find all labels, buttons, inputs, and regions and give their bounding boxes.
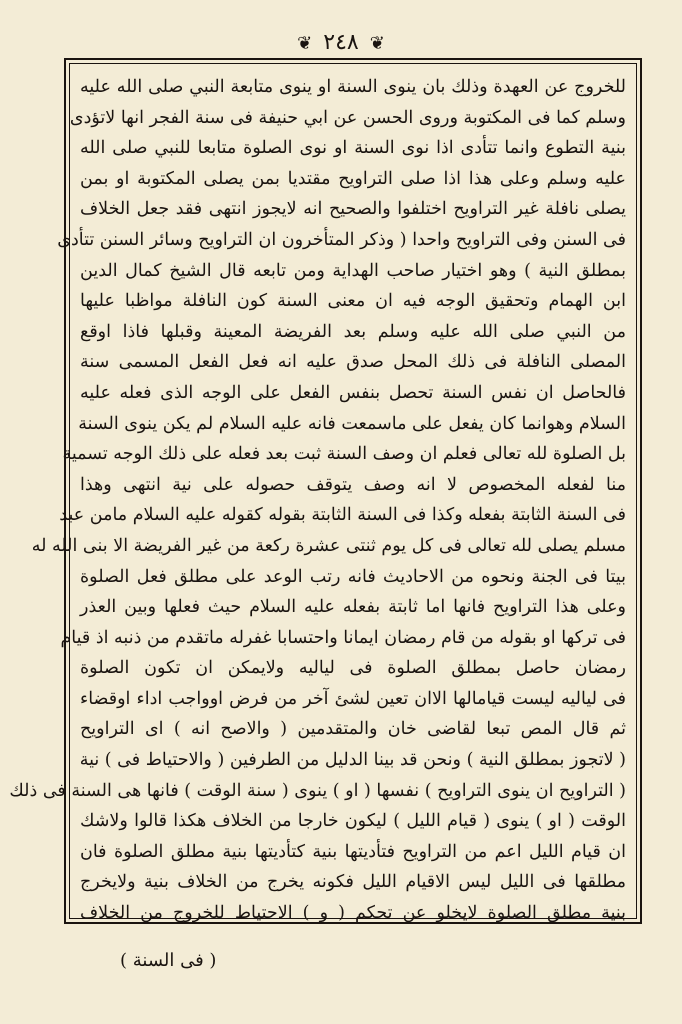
text-line: وعلى هذا التراويح فانها اما ثابتة بفعله عليه السلام حيث فعلها وبين العذر (80, 597, 626, 618)
text-line: رمضان حاصل بمطلق الصلوة فى لياليه ولايمكن ان تكون الصلوة (80, 658, 626, 679)
text-line: مطلقها فى الليل ليس الاقيام الليل فكونه يخرج من الخلاف بنية ولايخرج (80, 872, 626, 893)
text-line: منا لفعله المخصوص لا انه وصف يتوقف حصوله على نية انتهى وهذا (80, 474, 626, 495)
text-line: السلام وهوانما كان يفعل على ماسمعت فانه عليه السلام لم يكن ينوى السنة (78, 413, 626, 434)
text-line: بل الصلوة لله تعالى فعلم ان وصف السنة ثبت بعد فعله على ذلك الوجه تسمية (62, 444, 626, 465)
text-line: فالحاصل ان نفس السنة تحصل بنفس الفعل على الوجه الذى فعله عليه (80, 382, 626, 403)
text-line: فى السنة الثابتة بفعله وكذا فى السنة الثابتة بقوله كقوله عليه السلام مامن عبد (59, 505, 626, 526)
text-line: المصلى النافلة فى ذلك المحل صدق عليه انه فعل الفعل المسمى سنة (80, 352, 626, 373)
text-line: الوقت ( او ) ينوى ( قيام الليل ) ليكون خارجا من الخلاف هكذا قالوا ولاشك (80, 811, 626, 832)
text-line: عليه وسلم وعلى هذا اذا صلى التراويح مقتديا بمن يصلى المكتوبة او بمن (80, 168, 626, 189)
text-line: ( التراويح ان ينوى التراويح ) نفسها ( او ) ينوى ( سنة الوقت ) فانها هى السنة فى ذلك (9, 780, 626, 801)
text-line: من النبي صلى الله عليه وسلم بعد الفريضة المعينة وقبلها فاذا اوقع (80, 321, 626, 342)
text-line: مسلم يصلى لله تعالى فى كل يوم ثنتى عشرة ركعة من غير الفريضة الا بنى الله له (31, 535, 626, 556)
text-line: ( لاتجوز بمطلق النية ) ونحن قد بينا الدليل من الطرفين ( والاحتياط فى ) نية (79, 750, 626, 771)
ornament-left-icon: ❦ (369, 33, 385, 54)
text-line: يصلى نافلة غير التراويح اختلفوا والصحيح انه لايجوز انتهى فقد جعل الخلاف (80, 199, 626, 220)
text-line: بمطلق النية ) وهو اختيار صاحب الهداية ومن تابعه قال الشيخ كمال الدين (80, 260, 626, 281)
text-frame (9, 58, 642, 924)
text-line: بنية التطوع وانما تتأدى اذا نوى السنة او نوى الصلوة متابعا للنبي صلى الله (80, 138, 626, 159)
text-line: بيتا فى الجنة ونحوه من الاحاديث فانه رتب الوعد على مطلق فعل الصلوة (80, 566, 626, 587)
text-line: وسلم كما فى المكتوبة وروى الحسن عن ابي حنيفة فى سنة الفجر انها لاتؤدى (69, 107, 626, 128)
catchword: ( فى السنة ) (120, 950, 217, 971)
text-line: فى تركها او بقوله من قام رمضان ايمانا واحتسابا غفرله ماتقدم من ذنبه اذ قيام (60, 627, 626, 648)
text-line: فى السنن وفى التراويح واحدا ( وذكر المتأخرون ان التراويح وسائر السنن تتأدى (57, 229, 626, 250)
text-line: ثم قال المص تبعا لقاضى خان والمتقدمين ( والاصح انه ) اى التراويح (80, 719, 626, 740)
text-line: ان قيام الليل اعم من التراويح فتأديتها بنية كتأديتها بنية مطلق الصلوة فان (80, 841, 626, 862)
page-number-header (0, 30, 682, 55)
text-line: بنية مطلق الصلوة لايخلو عن تحكم ( و ) الاحتياط للخروج من الخلاف (80, 903, 626, 924)
text-line: ابن الهمام وتحقيق الوجه فيه ان معنى السنة كون النافلة مواظبا عليها (80, 291, 626, 312)
text-line: فى لياليه ليست قيامالها الاان تعين لشئ آخر من فرض اوواجب اداء اوقضاء (80, 688, 626, 709)
text-block (9, 63, 637, 924)
page-number: ٢٤٨ (323, 30, 359, 55)
ornament-right-icon: ❦ (297, 33, 313, 54)
text-line: للخروج عن العهدة وذلك بان ينوى السنة او ينوى متابعة النبي صلى الله عليه (80, 77, 626, 97)
